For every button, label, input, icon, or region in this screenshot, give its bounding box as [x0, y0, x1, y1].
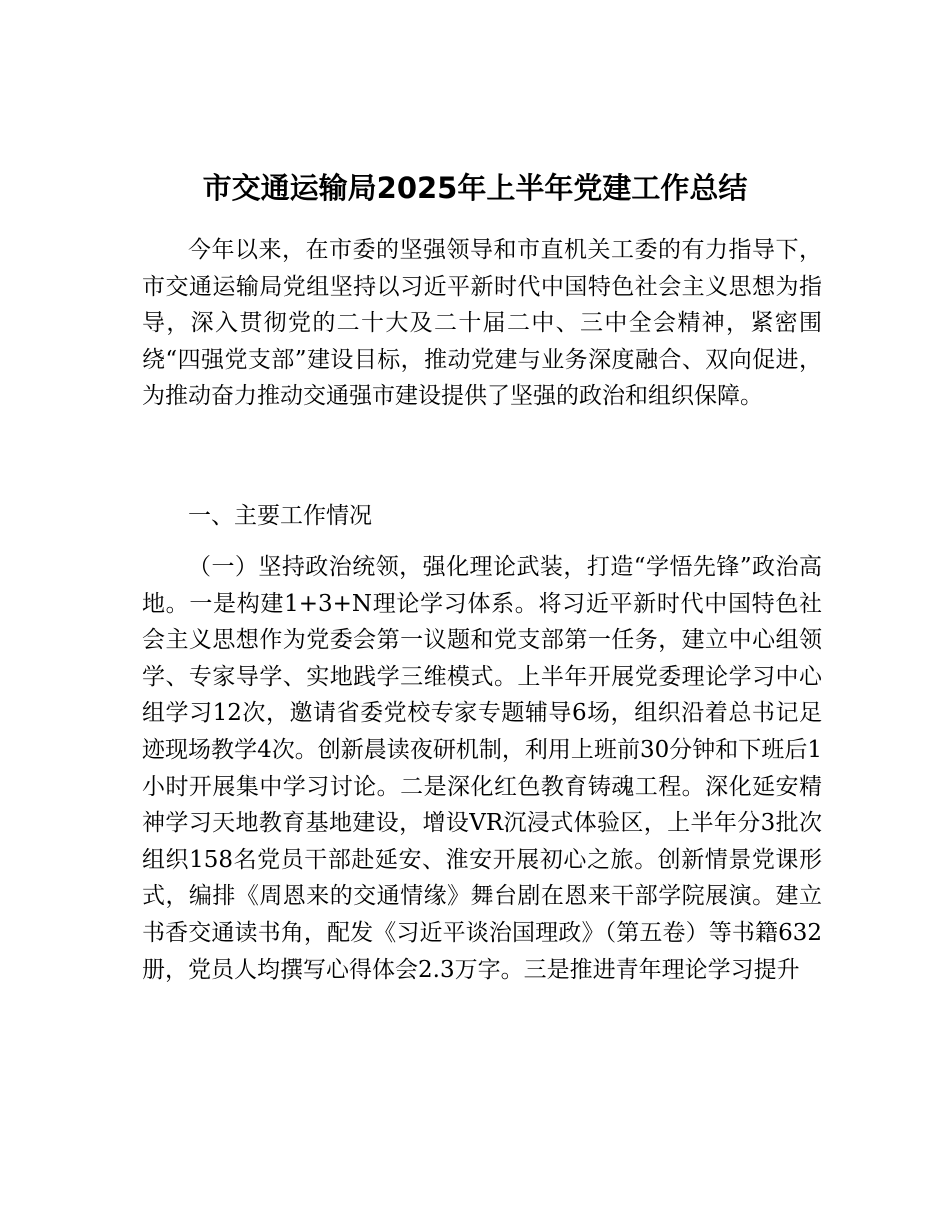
document-title: 市交通运输局2025年上半年党建工作总结 [202, 171, 748, 205]
section-paragraph: （一）坚持政治统领，强化理论武装，打造“学悟先锋”政治高地。一是构建1+3+N理论学习体系。将习近平新时代中国特色社会主义思想作为党委会第一议题和党支部第一任务，建立中心组领学、专家导学、实地践学三维模式。上半年开展党委理论学习中心组学习12次，邀请省委党校专家专题辅导6场，组织沿着总书记足迹现场教学4次。创新晨读夜研机制，利用上班前30分钟和下班后1小时开展集中学习讨论。二是深化红色教育铸魂工程。深化延安精神学习天地教育基地建设，增设VR沉浸式体验区，上半年分3批次组织158名党员干部赴延安、淮安开展初心之旅。创新情景党课形式，编排《周恩来的交通情缘》舞台剧在恩来干部学院展演。建立书香交通读书角，配发《习近平谈治国理政》（第五卷）等书籍632册，党员人均撰写心得体会2.3万字。三是推进青年理论学习提升 [142, 554, 822, 983]
section-heading: 一、主要工作情况 [188, 503, 372, 529]
intro-paragraph: 今年以来，在市委的坚强领导和市直机关工委的有力指导下，市交通运输局党组坚持以习近平新时代中国特色社会主义思想为指导，深入贯彻党的二十大及二十届二中、三中全会精神，紧密围绕“四强党支部”建设目标，推动党建与业务深度融合、双向促进，为推动奋力推动交通强市建设提供了坚强的政治和组织保障。 [142, 237, 822, 410]
